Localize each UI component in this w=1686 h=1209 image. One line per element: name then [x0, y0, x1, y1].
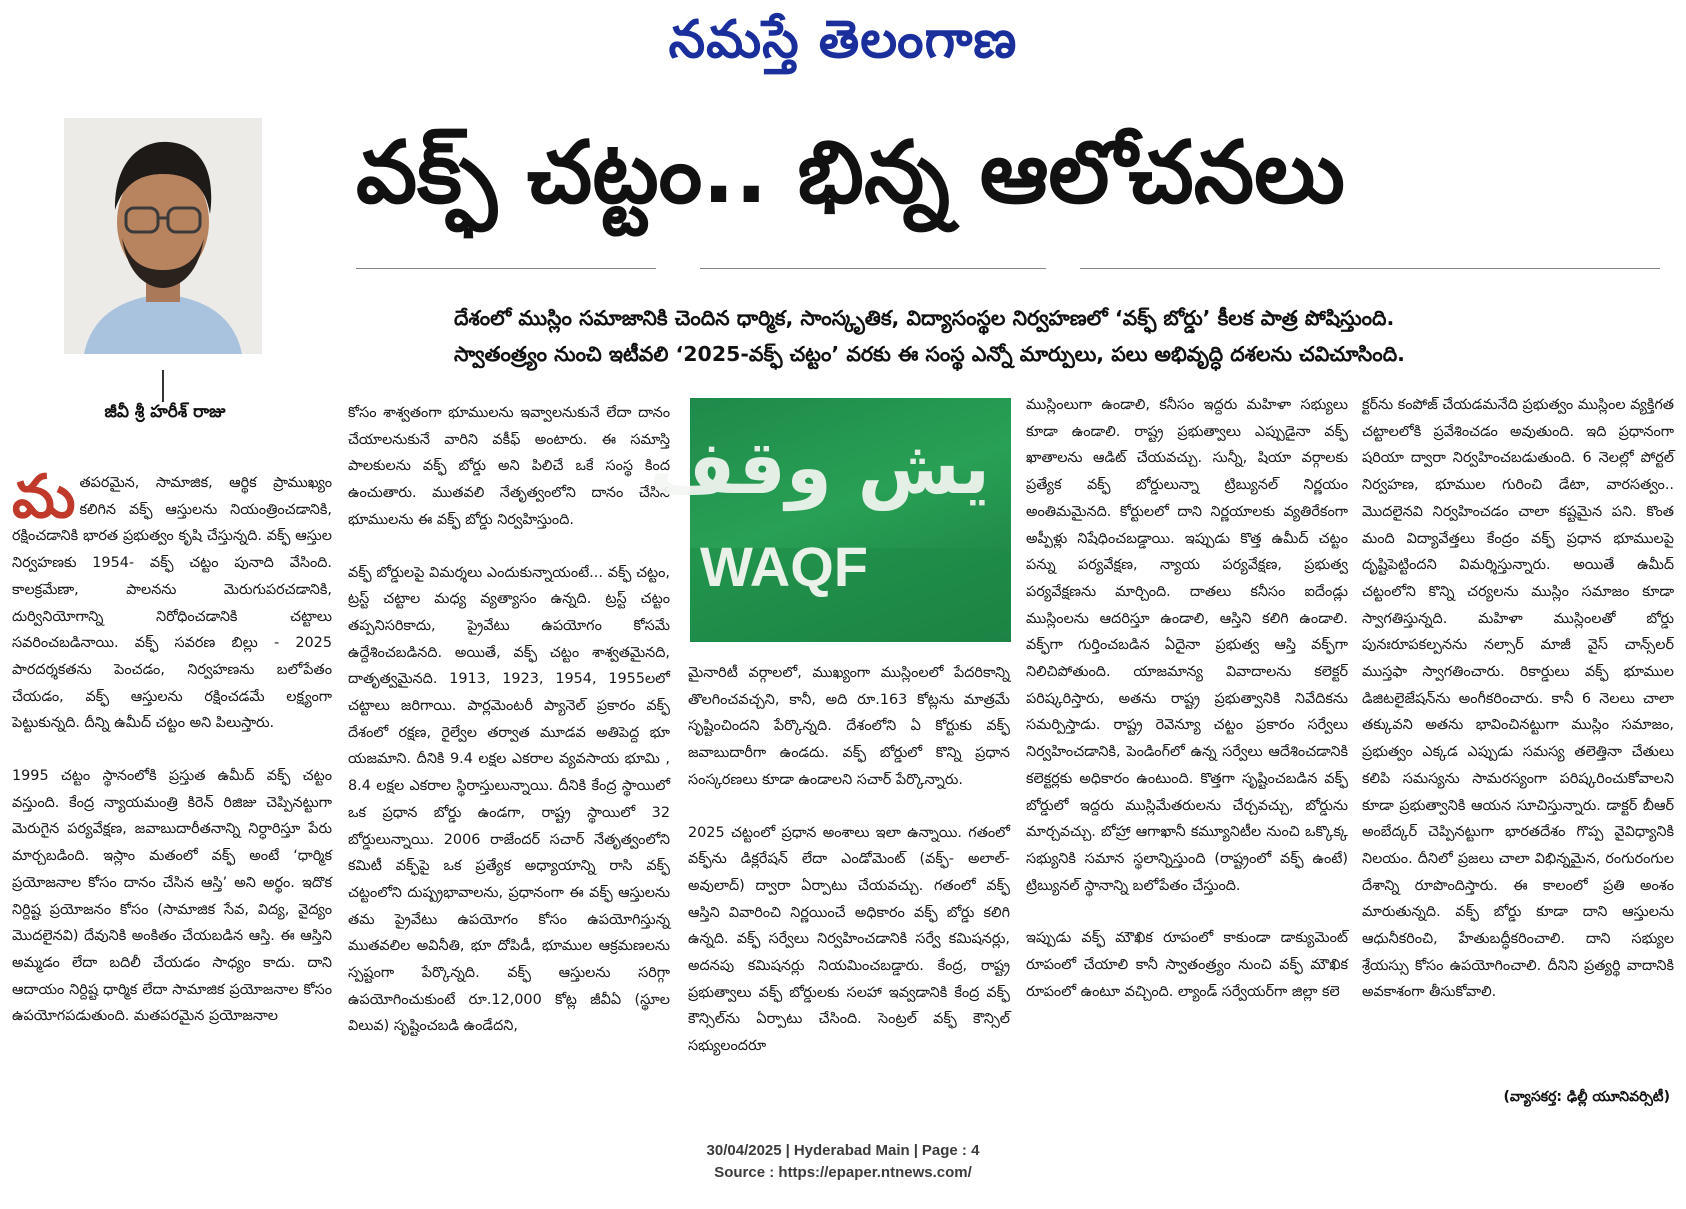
article-standfirst: [454, 300, 1654, 372]
paragraph: వక్ఫ్ బోర్డులపై విమర్శలు ఎందుకున్నాయంటే... వక్ఫ్ చట్టం, ట్రస్ట్ చట్టాల మధ్య వ్యత్యాసం ఉన్నది. ట్రస్ట్ చట్టం తప్పనిసరికాదు, ప్రైవేటు ఉపయోగం కోసమే ఉద్దేశించబడినది. అయితే, వక్ఫ్ చట్టం శాశ్వతమైనది, దాతృత్వమైనది. 1913, 1923, 1954, 1955లలో చట్టాలు జరిగాయి. పార్లమెంటరీ ప్యానెల్ ప్రకారం వక్ఫ్ దేశంలో రక్షణ, రైల్వేల తర్వాత మూడవ అతిపెద్ద భూ యజమాని. దీనికి 9.4 లక్షల ఎకరాల వ్యవసాయ భూమి , 8.4 లక్షల ఎకరాల స్థిరాస్తులున్నాయి. దీనికి కేంద్ర స్థాయిలో ఒక ప్రధాన బోర్డు ఉండగా, రాష్ట్ర స్థాయిలో 32 బోర్డులున్నాయి. 2006 రాజేందర్ సచార్ నేతృత్వంలోని కమిటీ వక్ఫ్‌పై ఒక ప్రత్యేక అధ్యాయాన్ని రాసి వక్ఫ్ చట్టంలోని దుష్ప్రభావాలను, ప్రధానంగా ఈ వక్ఫ్ ఆస్తులను తమ ప్రైవేటు ఉపయోగం కోసం ఉపయోగిస్తున్న ముతవలిల అవినీతి, భూ దోపిడీ, భూముల ఆక్రమణలను స్పష్టంగా పేర్కొన్నది. వక్ఫ్ ఆస్తులను సరిగ్గా ఉపయోగించుకుంటే రూ.12,000 కోట్ల జీవీఏ (స్థూల విలువ) సృష్టించబడి ఉండేదని,: [348, 564, 670, 1035]
waqf-signboard-illustration: [649, 398, 1011, 642]
masthead-title: నమస్తే తెలంగాణ: [668, 10, 1018, 70]
paragraph: క్టర్‌ను కంపోజ్ చేయడమనేది ప్రభుత్వం ముస్లింల వ్యక్తిగత చట్టాలలోకి ప్రవేశించడం అవుతుంది. ఇది ప్రధానంగా షరియా ద్వారా నిర్వహించబడుతుంది. 6 నెలల్లో పోర్టల్ నిర్వహణ, భూముల గురించి డేటా, వారసత్వం.. మొదలైనవి నిర్వహించడం చాలా కష్టమైన పని. కొంత మంది విద్యావేత్తలు కేంద్రం వక్ఫ్ ప్రధాన భూములపై దృష్టిపెట్టిందని విమర్శిస్తున్నారు. అయితే ఉమీద్ చట్టంలోని కొన్ని చర్యలను ముస్లిం సమాజం కూడా స్వాగతిస్తున్నది. మహిళా ముస్లింలతో బోర్డు పునఃరూపకల్పనను నల్సార్ మాజీ వైస్ చాన్స్‌లర్ ముస్తఫా స్వాగతించారు. రికార్డులు వక్ఫ్ భూముల డిజిటలైజేషన్‌ను అంగీకరించారు. కానీ 6 నెలలు చాలా తక్కువని అతను భావించినట్టుగా ముస్లిం సమాజం, ప్రభుత్వం ఎక్కడ ఎప్పుడు సమస్య తలెత్తినా చేతులు కలిపి సమస్యను సామరస్యంగా పరిష్కరించుకోవాలని కూడా ప్రభుత్వానికి ఆయన సూచిస్తున్నారు. డాక్టర్ బీఆర్ అంబేద్కర్ చెప్పినట్టుగా భారతదేశం గొప్ప వైవిధ్యానికి నిలయం. దీనిలో ప్రజలు చాలా విభిన్నమైన, రంగురంగుల దేశాన్ని రూపొందిస్తారు. ఈ కాలంలో ప్రతి అంశం మారుతున్నది. వక్ఫ్ బోర్డు కూడా దాని ఆస్తులను ఆధునీకరించి, హేతుబద్ధీకరించాలి. దాని సభ్యుల శ్రేయస్సు కోసం ఉపయోగించాలి. దీనిని ప్రత్యర్థి వాదానికి అవకాశంగా తీసుకోవాలి.: [1362, 397, 1674, 1001]
standfirst-line: స్వాతంత్ర్యం నుంచి ఇటీవలి ‘2025-వక్ఫ్ చట్టం’ వరకు ఈ సంస్థ ఎన్నో మార్పులు, పలు అభివృద్ధి దశలను చవిచూసింది.: [454, 342, 1405, 366]
footer-separator: |: [785, 1142, 790, 1159]
footer-meta: [0, 1140, 1686, 1162]
article-column-1: [12, 462, 332, 1130]
author-byline: జీవీ శ్రీ హరీశ్ రాజు: [104, 402, 226, 422]
article-column-4: [1026, 392, 1348, 1130]
headline-rule-left: [356, 268, 656, 269]
author-credit: (వ్యాసకర్త: ఢిల్లీ యూనివర్సిటీ): [1503, 1089, 1670, 1105]
author-portrait-illustration: [64, 118, 262, 354]
footer-edition: Hyderabad Main: [793, 1142, 910, 1159]
byline-divider: [162, 370, 164, 402]
headline-rule-right: [1080, 268, 1660, 269]
standfirst-line: దేశంలో ముస్లిం సమాజానికి చెందిన ధార్మిక, సాంస్కృతిక, విద్యాసంస్థల నిర్వహణలో ‘వక్ఫ్ బోర్డు’ కీలక పాత్ర పోషిస్తుంది.: [454, 306, 1395, 330]
article-column-3: [688, 660, 1010, 1130]
waqf-arabic-lettering: يش وقف: [649, 425, 990, 511]
footer-separator: |: [913, 1142, 918, 1159]
footer-page: Page : 4: [921, 1142, 980, 1159]
waqf-board-photo: [649, 398, 1011, 642]
footer-source: Source : https://epaper.ntnews.com/: [714, 1164, 972, 1181]
article-column-2: [348, 400, 670, 1130]
article-headline: వక్ఫ్ చట్టం.. భిన్న ఆలోచనలు: [356, 123, 1345, 223]
author-photo: [64, 118, 262, 354]
paragraph: 1995 చట్టం స్థానంలోకి ప్రస్తుత ఉమీద్ వక్ఫ్ చట్టం వస్తుంది. కేంద్ర న్యాయమంత్రి కిరెన్ రిజిజు చెప్పినట్టుగా మెరుగైన పర్యవేక్షణ, జవాబుదారీతనాన్ని నిర్ధారిస్తూ పేరు మార్చబడింది. ఇస్లాం మతంలో వక్ఫ్ అంటే ‘ధార్మిక ప్రయోజనాల కోసం దానం చేసిన ఆస్తి’ అని అర్థం. ఇదొక నిర్దిష్ట ప్రయోజనం కోసం (సామాజిక సేవ, విద్య, వైద్యం మొదలైనవి) దేవునికి అంకితం చేయబడిన ఆస్తి. ఈ ఆస్తిని అమ్మడం లేదా బదిలీ చేయడం సాధ్యం కాదు. దాని ఆదాయం నిర్దిష్ట ధార్మిక లేదా సామాజిక ప్రయోజనాల కోసం ఉపయోగపడుతుంది. మతపరమైన ప్రయోజనాల: [12, 768, 332, 1025]
footer-date: 30/04/2025: [706, 1142, 782, 1159]
masthead: [0, 10, 1686, 83]
paragraph: ముస్లింలుగా ఉండాలి, కనీసం ఇద్దరు మహిళా సభ్యులు కూడా ఉండాలి. రాష్ట్ర ప్రభుత్వాలు ఎప్పుడైనా వక్ఫ్ ఖాతాలను ఆడిట్ చేయవచ్చు. సున్నీ, షియా వర్గాలకు ప్రత్యేక వక్ఫ్ బోర్డులున్నా ట్రిబ్యునల్ నిర్ణయం అంతిమమైనది. కోర్టులలో దాని నిర్ణయాలకు వ్యతిరేకంగా అప్పీళ్లు నిషేధించబడ్డాయి. ఇప్పుడు కొత్త ఉమీద్ చట్టం పన్ను పర్యవేక్షణ, న్యాయ పర్యవేక్షణ, ప్రభుత్వ పర్యవేక్షణను మార్చింది. దాతలు కనీసం ఐదేండ్లు ముస్లింలను ఆదరిస్తూ ఉండాలి, ఆస్తిని కలిగి ఉండాలి. వక్ఫ్‌గా గుర్తించబడిన ఏదైనా ప్రభుత్వ ఆస్తి వక్ఫ్‌గా నిలిచిపోతుంది. యాజమాన్య వివాదాలను కలెక్టర్ పరిష్కరిస్తారు, అతను రాష్ట్ర ప్రభుత్వానికి నివేదికను సమర్పిస్తాడు. రాష్ట్ర రెవెన్యూ చట్టం ప్రకారం సర్వేలు నిర్వహించడానికి, పెండింగ్‌లో ఉన్న సర్వేలు ఆదేశించడానికి కలెక్టర్లకు అధికారం ఉంటుంది. కొత్తగా సృష్టించబడిన వక్ఫ్ బోర్డులో ఇద్దరు ముస్లిమేతరులను చేర్చవచ్చు, బోర్డును మార్చవచ్చు. బోహ్రా ఆగాఖానీ కమ్యూనిటీల నుంచి ఒక్కొక్క సభ్యునికి సమాన స్థలాన్నిస్తుంది (రాష్ట్రంలో వక్ఫ్ ఉంటే) ట్రిబ్యునల్ స్థానాన్ని బలోపేతం చేస్తుంది.: [1026, 397, 1348, 894]
waqf-lettering: WAQF: [700, 535, 868, 598]
page-footer: [0, 1140, 1686, 1184]
paragraph: కోసం శాశ్వతంగా భూములను ఇవ్వాలనుకునే లేదా దానం చేయాలనుకునే వారిని వకీఫ్ అంటారు. ఈ సమాస్తి పాలకులను వక్ఫ్ బోర్డు అని పిలిచే ఒకే సంస్థ కింద ఉంచుతారు. ముతవలి నేతృత్వంలోని దానం చేసిన భూములను ఈ వక్ఫ్ బోర్డు నిర్వహిస్తుంది.: [348, 405, 670, 528]
headline-rule-middle: [700, 268, 1046, 269]
paragraph: [12, 462, 332, 737]
article-column-5: [1362, 392, 1674, 1087]
paragraph: ఇప్పుడు వక్ఫ్ మౌఖిక రూపంలో కాకుండా డాక్యుమెంట్ రూపంలో చేయాలి కానీ స్వాతంత్ర్యం నుంచి వక్ఫ్ మౌఖిక రూపంలో ఉంటూ వచ్చింది. ల్యాండ్ సర్వేయర్‌గా జిల్లా కలె: [1026, 930, 1348, 1000]
paragraph: 2025 చట్టంలో ప్రధాన అంశాలు ఇలా ఉన్నాయి. గతంలో వక్ఫ్‌ను డిక్లరేషన్ లేదా ఎండోమెంట్ (వక్ఫ్- అలాల్- అవులాద్) ద్వారా ఏర్పాటు చేయవచ్చు. గతంలో వక్ఫ్ ఆస్తిని వివారించి నిర్ణయించే అధికారం వక్ఫ్ బోర్డు కలిగి ఉన్నది. వక్ఫ్ సర్వేలు నిర్వహించడానికి సర్వే కమిషనర్లు, అదనపు కమిషనర్లు నియమించబడ్డారు. కేంద్ర, రాష్ట్ర ప్రభుత్వాలు వక్ఫ్ బోర్డులకు సలహా ఇవ్వడానికి కేంద్ర వక్ఫ్ కౌన్సిల్‌ను ఏర్పాటు చేసింది. సెంట్రల్ వక్ఫ్ కౌన్సిల్ సభ్యులందరూ: [688, 824, 1010, 1055]
paragraph-text: తపరమైన, సామాజిక, ఆర్థిక ప్రాముఖ్యం కలిగిన వక్ఫ్ ఆస్తులను నియంత్రించడానికి, రక్షించడానికి భారత ప్రభుత్వం కృషి చేస్తున్నది. వక్ఫ్ ఆస్తుల నిర్వహణకు 1954- వక్ఫ్ చట్టం పునాది వేసింది. కాలక్రమేణా, పాలనను మెరుగుపరచడానికి, దుర్వినియోగాన్ని నిరోధించడానికి చట్టాలు సవరించబడినాయి. వక్ఫ్ సవరణ బిల్లు - 2025 పారదర్శకతను పెంచడం, నిర్వహణను బలోపేతం చేయడం, వక్ఫ్ ఆస్తులను రక్షించడమే లక్ష్యంగా పెట్టుకున్నది. దీన్ని ఉమీద్ చట్టం అని పిలుస్తారు.: [12, 475, 332, 732]
paragraph: మైనారిటీ వర్గాలలో, ముఖ్యంగా ముస్లింలలో పేదరికాన్ని తొలగించవచ్చని, కానీ, అది రూ.163 కోట్లను మాత్రమే సృష్టించిందని పేర్కొన్నది. దేశంలోని ఏ కోర్టుకు వక్ఫ్ జవాబుదారీగా ఉండదు. వక్ఫ్ బోర్డులో కొన్ని ప్రధాన సంస్కరణలు కూడా ఉండాలని సచార్ పేర్కొన్నారు.: [688, 665, 1010, 788]
drop-cap: మ: [12, 462, 76, 532]
